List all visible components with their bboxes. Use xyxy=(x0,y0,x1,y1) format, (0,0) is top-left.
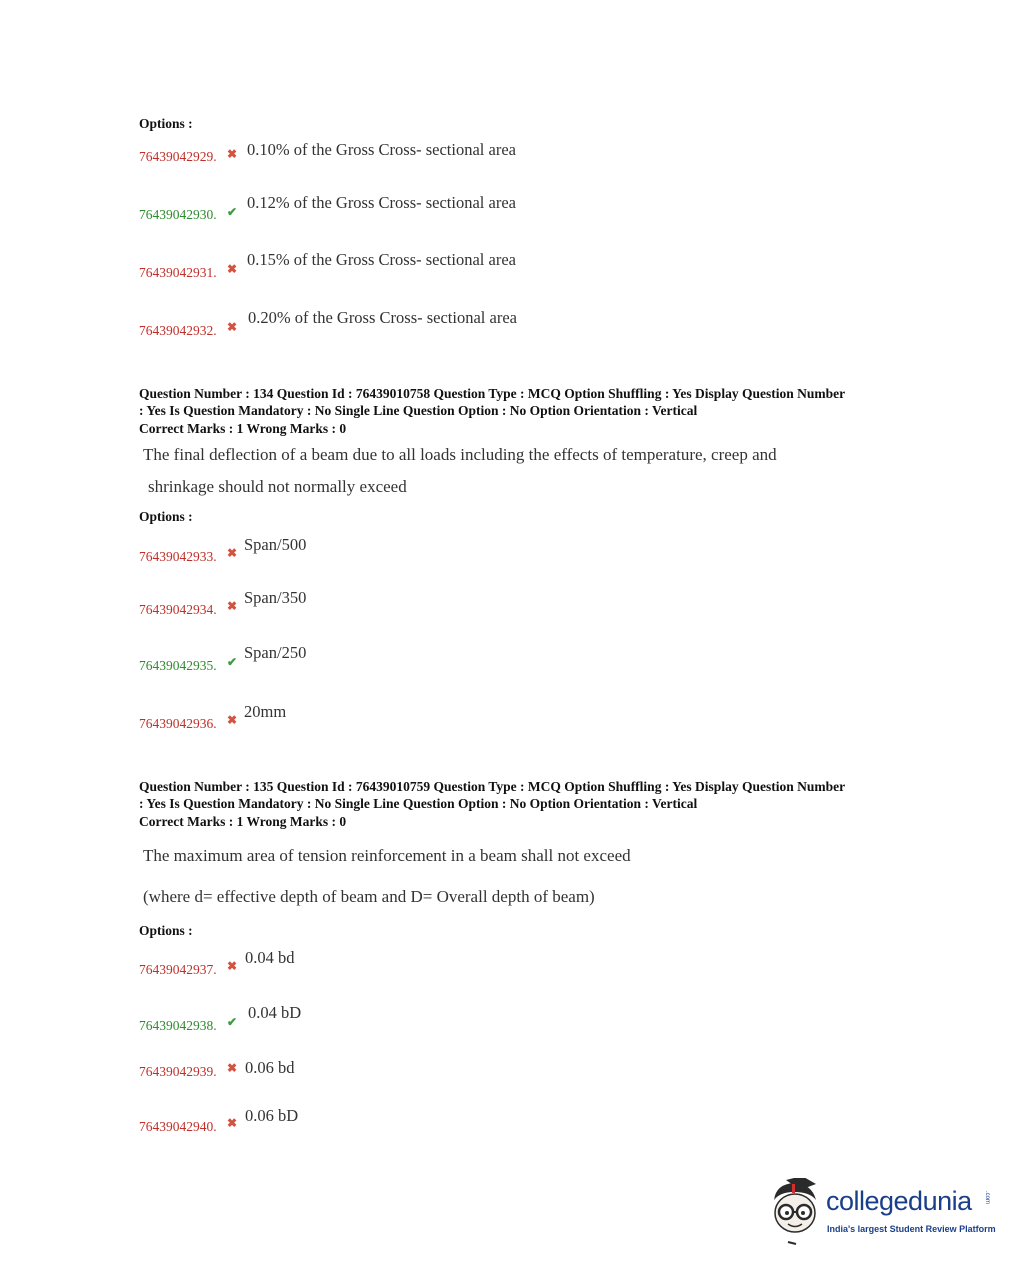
option-id: 76439042935. xyxy=(139,658,217,673)
option-id: 76439042931. xyxy=(139,265,217,280)
question-header-line: Question Number : 135 Question Id : 76439010759 Question Type : MCQ Option Shuffling : Yes Display Question Number xyxy=(139,779,846,794)
correct-check-icon: ✔ xyxy=(227,205,238,219)
question-header-line: Question Number : 134 Question Id : 76439010758 Question Type : MCQ Option Shuffling : Yes Display Question Number xyxy=(139,386,846,401)
option-text: Span/250 xyxy=(244,643,307,662)
options-label: Options : xyxy=(139,923,193,938)
question-header-line: : Yes Is Question Mandatory : No Single Line Question Option : No Option Orientation : Vertical xyxy=(139,403,698,418)
option-row xyxy=(139,948,839,988)
option-id: 76439042936. xyxy=(139,716,217,731)
option-row xyxy=(139,643,839,683)
option-row xyxy=(139,535,839,575)
option-row xyxy=(139,1058,839,1098)
question-header-line: : Yes Is Question Mandatory : No Single Line Question Option : No Option Orientation : Vertical xyxy=(139,796,698,811)
mascot-icon xyxy=(766,1178,824,1248)
option-text: 0.06 bD xyxy=(245,1106,299,1125)
correct-check-icon: ✔ xyxy=(227,1015,238,1029)
option-row xyxy=(139,588,839,628)
question-marks: Correct Marks : 1 Wrong Marks : 0 xyxy=(139,814,347,829)
option-text: Span/350 xyxy=(244,588,307,607)
question-text: The final deflection of a beam due to all loads including the effects of temperature, creep and xyxy=(143,445,777,464)
option-id: 76439042933. xyxy=(139,549,217,564)
option-text: Span/500 xyxy=(244,535,307,554)
question-marks: Correct Marks : 1 Wrong Marks : 0 xyxy=(139,421,347,436)
option-text: 0.15% of the Gross Cross- sectional area xyxy=(247,250,516,269)
collegedunia-logo xyxy=(766,1178,996,1248)
correct-check-icon: ✔ xyxy=(227,655,238,669)
wrong-cross-icon: ✖ xyxy=(227,713,238,727)
option-row xyxy=(139,702,839,742)
logo-wordmark: collegedunia xyxy=(826,1186,972,1216)
options-label: Options : xyxy=(139,509,193,524)
option-text: 20mm xyxy=(244,702,287,721)
options-label: Options : xyxy=(139,116,193,131)
question-text: shrinkage should not normally exceed xyxy=(148,477,407,496)
question-text: The maximum area of tension reinforcement in a beam shall not exceed xyxy=(143,846,631,865)
option-id: 76439042930. xyxy=(139,207,217,222)
option-text: 0.06 bd xyxy=(245,1058,295,1077)
wrong-cross-icon: ✖ xyxy=(227,1061,238,1075)
option-row xyxy=(139,140,839,180)
wrong-cross-icon: ✖ xyxy=(227,1116,238,1130)
wrong-cross-icon: ✖ xyxy=(227,147,238,161)
logo-suffix: .com xyxy=(984,1191,990,1205)
question-header xyxy=(139,385,909,419)
option-row xyxy=(139,1106,839,1146)
option-text: 0.10% of the Gross Cross- sectional area xyxy=(247,140,516,159)
option-id: 76439042940. xyxy=(139,1119,217,1134)
option-id: 76439042938. xyxy=(139,1018,217,1033)
option-id: 76439042932. xyxy=(139,323,217,338)
wrong-cross-icon: ✖ xyxy=(227,320,238,334)
question-text: (where d= effective depth of beam and D= Overall depth of beam) xyxy=(143,887,595,906)
wrong-cross-icon: ✖ xyxy=(227,546,238,560)
option-id: 76439042939. xyxy=(139,1064,217,1079)
option-id: 76439042937. xyxy=(139,962,217,977)
option-id: 76439042934. xyxy=(139,602,217,617)
option-text: 0.04 bd xyxy=(245,948,295,967)
option-text: 0.04 bD xyxy=(248,1003,302,1022)
option-row xyxy=(139,1003,839,1043)
option-text: 0.20% of the Gross Cross- sectional area xyxy=(248,308,517,327)
wrong-cross-icon: ✖ xyxy=(227,262,238,276)
option-text: 0.12% of the Gross Cross- sectional area xyxy=(247,193,516,212)
wrong-cross-icon: ✖ xyxy=(227,599,238,613)
option-row xyxy=(139,308,839,348)
option-row xyxy=(139,193,839,233)
option-row xyxy=(139,250,839,290)
logo-tagline: India's largest Student Review Platform xyxy=(827,1224,996,1234)
option-id: 76439042929. xyxy=(139,149,217,164)
question-header xyxy=(139,778,909,812)
wrong-cross-icon: ✖ xyxy=(227,959,238,973)
